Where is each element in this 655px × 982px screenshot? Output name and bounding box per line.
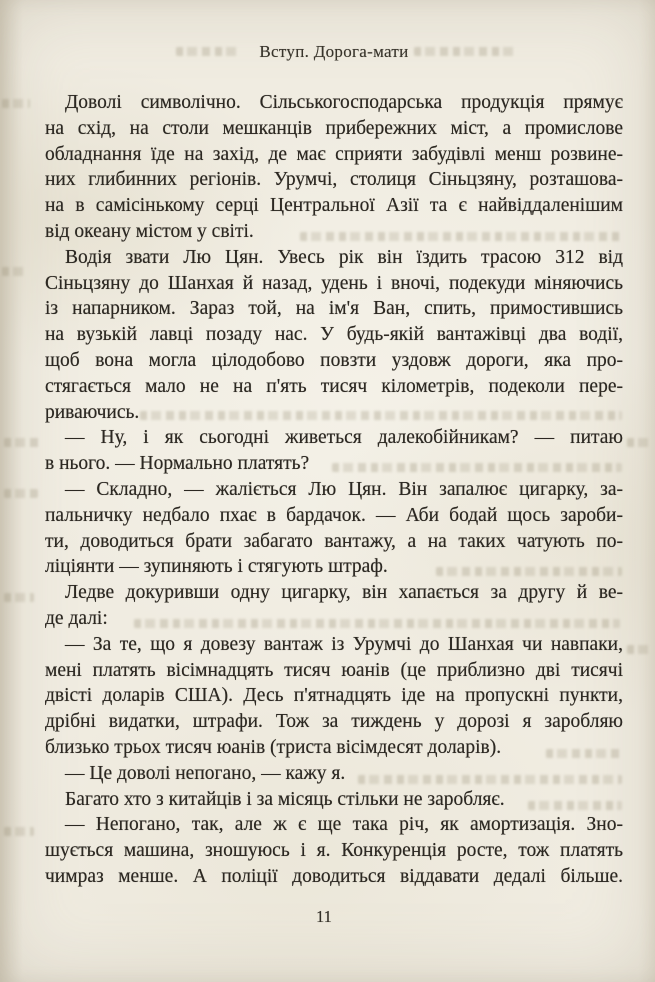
text-line: Доволі символічно. Сільськогосподарська продукція прямує xyxy=(65,92,623,113)
text-line: риваючись. xyxy=(45,401,140,423)
text-line: двісті доларів США). Десь п'ятнадцять іде на пропускні пункти, xyxy=(45,685,623,707)
bleed-through-mark xyxy=(627,438,651,447)
text-line: обладнання їде на захід, де має сприяти забудівлі менш розвине- xyxy=(45,143,623,165)
text-line: дрібні видатки, штрафи. Тож за тиждень у дорозі я заробляю xyxy=(45,711,623,733)
text-line: від океану містом у світі. xyxy=(45,220,254,242)
text-line: пальничку недбало пхає в бардачок. — Аби бодай щось зароби- xyxy=(45,504,623,526)
bleed-through-mark xyxy=(4,438,42,447)
bleed-through-mark xyxy=(2,99,30,108)
text-line: Сіньцзяну до Шанхая й назад, удень і вночі, подекуди міняючись xyxy=(45,272,623,294)
bleed-through-mark xyxy=(627,645,651,654)
text-line: на вузькій лавці позаду нас. У будь-якій вантажівці два водії, xyxy=(45,324,623,346)
text-line: шується машина, зношуюсь і я. Конкуренція росте, тож платять xyxy=(45,840,623,862)
text-line: — Ну, і як сьогодні живеться далекобійникам? — питаю xyxy=(65,427,623,449)
text-line: ліціянти — зупиняють і стягують штраф. xyxy=(45,556,388,578)
text-line: в нього. — Нормально платять? xyxy=(45,453,310,475)
text-line: них глибинних регіонів. Урумчі, столиця Сіньцзяну, розташова- xyxy=(45,169,623,191)
text-line: із напарником. Зараз той, на ім'я Ван, спить, примостившись xyxy=(45,298,623,320)
text-line: на в самісінькому серці Центральної Азії та є найвіддаленішим xyxy=(45,195,623,217)
text-line: на схід, на столи мешканців прибережних міст, а промислове xyxy=(45,117,623,139)
bleed-through-mark xyxy=(4,489,38,498)
text-line: стягається мало не на п'ять тисяч кілометрів, подеколи пере- xyxy=(45,375,623,397)
text-line: — Непогано, так, але ж є ще така річ, як амортизація. Зно- xyxy=(65,814,623,836)
bleed-through-mark xyxy=(2,267,28,276)
text-line: близько трьох тисяч юанів (триста вісімдесят доларів). xyxy=(45,736,502,758)
bleed-through-mark xyxy=(4,827,34,836)
text-line: — Складно, — жаліється Лю Цян. Він запалює цигарку, за- xyxy=(65,478,623,500)
text-line: ти, доводиться брати забагато вантажу, а на таких чатують по- xyxy=(45,530,623,552)
text-line: Водія звати Лю Цян. Увесь рік він їздить трасою 312 від xyxy=(65,246,623,268)
text-line: щоб вона могла цілодобово повзти уздовж дороги, яка про- xyxy=(45,349,623,371)
text-line: мені платять вісімнадцять тисяч юанів (це приблизно дві тисячі xyxy=(45,659,623,681)
body-text xyxy=(45,90,623,890)
page-number: 11 xyxy=(316,907,332,926)
text-line: Багато хто з китайців і за місяць стільки не заробляє. xyxy=(65,788,505,810)
running-head: Вступ. Дорога-мати xyxy=(259,42,409,61)
bleed-through-mark xyxy=(4,593,34,602)
text-line: де далі: xyxy=(45,607,108,629)
text-line: чимраз менше. А поліції доводиться віддавати дедалі більше. xyxy=(45,865,623,887)
text-line: — Це доволі непогано, — кажу я. xyxy=(65,762,346,784)
text-line: — За те, що я довезу вантаж із Урумчі до Шанхая чи навпаки, xyxy=(65,633,623,655)
text-line: Ледве докуривши одну цигарку, він хапається за другу й ве- xyxy=(65,582,623,604)
